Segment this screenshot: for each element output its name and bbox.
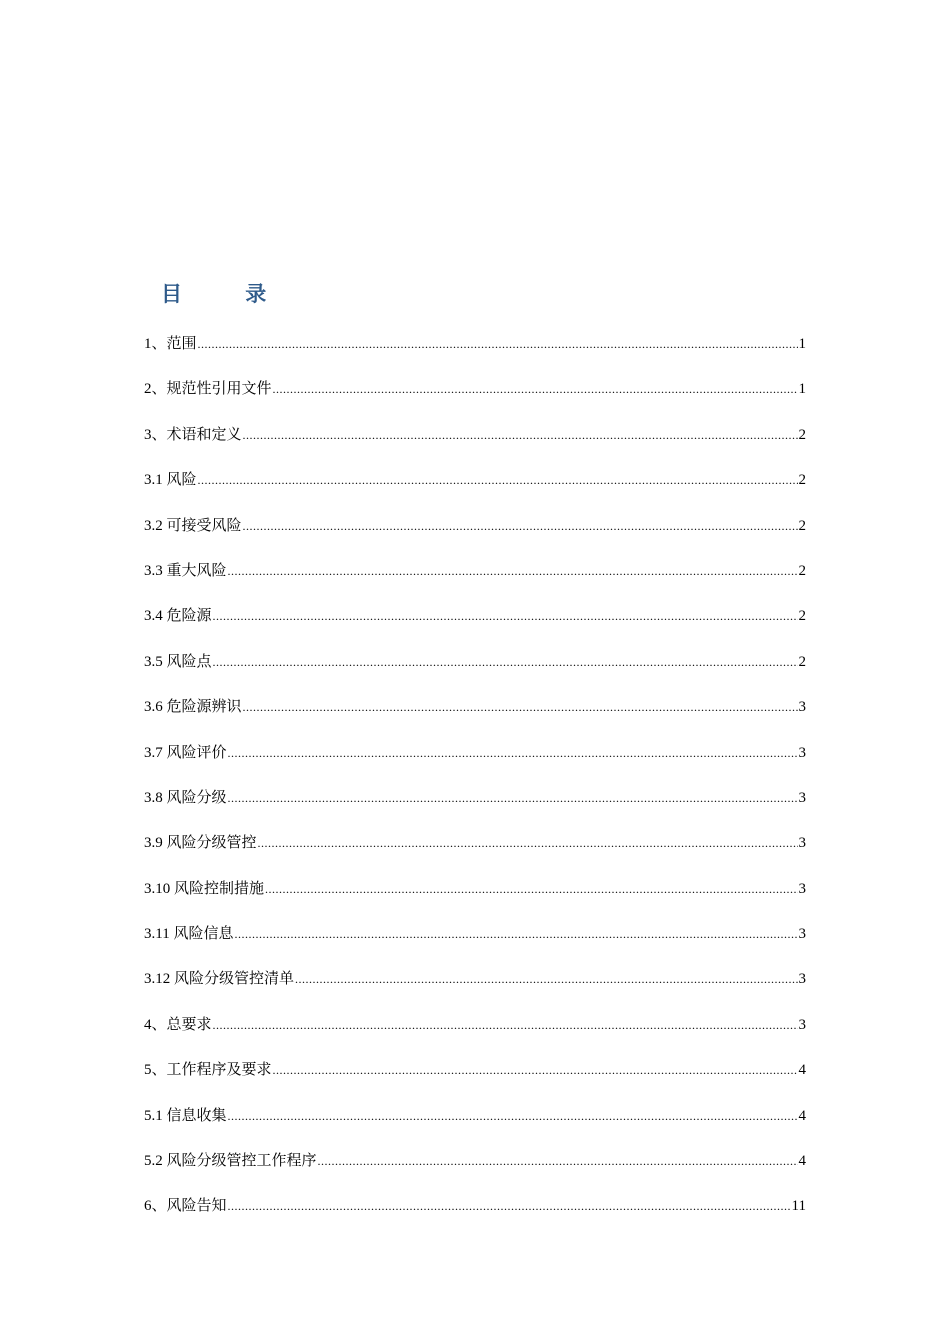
toc-entry-page: 1	[798, 381, 806, 398]
toc-entry-page: 1	[798, 336, 806, 352]
dot-leader	[228, 742, 798, 764]
toc-entry-label: 3.6 危险源辨识	[144, 699, 242, 716]
toc-title: 目 录	[161, 282, 295, 306]
toc-entry[interactable]	[144, 968, 806, 1013]
toc-entry[interactable]	[144, 605, 806, 650]
toc-entry-label: 4、总要求	[144, 1016, 212, 1033]
toc-entry-page: 3	[798, 971, 806, 988]
toc-entry-page: 2	[798, 472, 806, 489]
toc-entry-page: 3	[798, 789, 806, 806]
toc-entry-page: 3	[798, 1016, 806, 1033]
dot-leader	[258, 832, 798, 854]
toc-entry-label: 3.1 风险	[144, 472, 197, 489]
dot-leader	[228, 1105, 798, 1127]
dot-leader	[228, 1195, 791, 1217]
toc-entry-page: 3	[798, 835, 806, 852]
toc-entry[interactable]	[144, 469, 806, 514]
dot-leader	[228, 787, 798, 809]
toc-entry[interactable]	[144, 787, 806, 832]
dot-leader	[228, 560, 798, 582]
dot-leader	[295, 968, 797, 990]
toc-entry-label: 5.1 信息收集	[144, 1107, 227, 1124]
dot-leader	[243, 696, 798, 718]
toc-entry-page: 3	[798, 880, 806, 897]
toc-entry-label: 1、范围	[144, 336, 197, 352]
toc-entry-label: 2、规范性引用文件	[144, 381, 272, 398]
toc-entry-label: 3、术语和定义	[144, 426, 242, 443]
dot-leader	[213, 651, 798, 673]
toc-entry[interactable]	[144, 696, 806, 741]
toc-entry[interactable]	[144, 1059, 806, 1104]
toc-entry-label: 3.4 危险源	[144, 608, 212, 625]
toc-entry[interactable]	[144, 832, 806, 877]
toc-entry-page: 2	[798, 653, 806, 670]
toc-entry[interactable]	[144, 515, 806, 560]
toc-entry-page: 11	[791, 1198, 806, 1215]
toc-entry[interactable]	[144, 1150, 806, 1195]
dot-leader	[273, 378, 798, 400]
toc-entry[interactable]	[144, 1014, 806, 1059]
toc-entry[interactable]	[144, 1195, 806, 1240]
toc-entry-page: 3	[798, 744, 806, 761]
toc-entry-label: 3.7 风险评价	[144, 744, 227, 761]
toc-entry-page: 3	[798, 699, 806, 716]
toc-entry-page: 4	[798, 1153, 806, 1170]
toc-entry-label: 5、工作程序及要求	[144, 1062, 272, 1079]
dot-leader	[213, 605, 798, 627]
toc-entry[interactable]	[144, 923, 806, 968]
toc-entry[interactable]	[144, 651, 806, 696]
dot-leader	[243, 424, 798, 446]
dot-leader	[265, 878, 797, 900]
toc-entry[interactable]	[144, 1105, 806, 1150]
toc-entry-label: 3.8 风险分级	[144, 789, 227, 806]
toc-entry[interactable]	[144, 378, 806, 423]
toc-entry-label: 3.11 风险信息	[144, 926, 234, 943]
toc-entry[interactable]	[144, 560, 806, 605]
toc-entry[interactable]	[144, 878, 806, 923]
dot-leader	[318, 1150, 798, 1172]
toc-entry[interactable]	[144, 333, 806, 378]
dot-leader	[213, 1014, 798, 1036]
dot-leader	[198, 469, 798, 491]
toc-entry-label: 5.2 风险分级管控工作程序	[144, 1153, 317, 1170]
toc-entry-page: 2	[798, 562, 806, 579]
toc-entry-page: 4	[798, 1062, 806, 1079]
toc-entry-page: 4	[798, 1107, 806, 1124]
toc-entry-page: 2	[798, 517, 806, 534]
dot-leader	[198, 333, 798, 355]
toc-entry[interactable]	[144, 742, 806, 787]
toc-entry-label: 3.2 可接受风险	[144, 517, 242, 534]
toc-entry[interactable]	[144, 424, 806, 469]
toc-entry-label: 3.3 重大风险	[144, 562, 227, 579]
table-of-contents	[144, 333, 806, 1241]
dot-leader	[243, 515, 798, 537]
toc-entry-label: 3.5 风险点	[144, 653, 212, 670]
toc-entry-page: 2	[798, 608, 806, 625]
toc-entry-page: 2	[798, 426, 806, 443]
dot-leader	[273, 1059, 798, 1081]
toc-entry-label: 3.9 风险分级管控	[144, 835, 257, 852]
toc-entry-label: 6、风险告知	[144, 1198, 227, 1215]
dot-leader	[234, 923, 797, 945]
toc-entry-label: 3.12 风险分级管控清单	[144, 971, 295, 988]
toc-entry-label: 3.10 风险控制措施	[144, 880, 265, 897]
toc-entry-page: 3	[798, 926, 806, 943]
